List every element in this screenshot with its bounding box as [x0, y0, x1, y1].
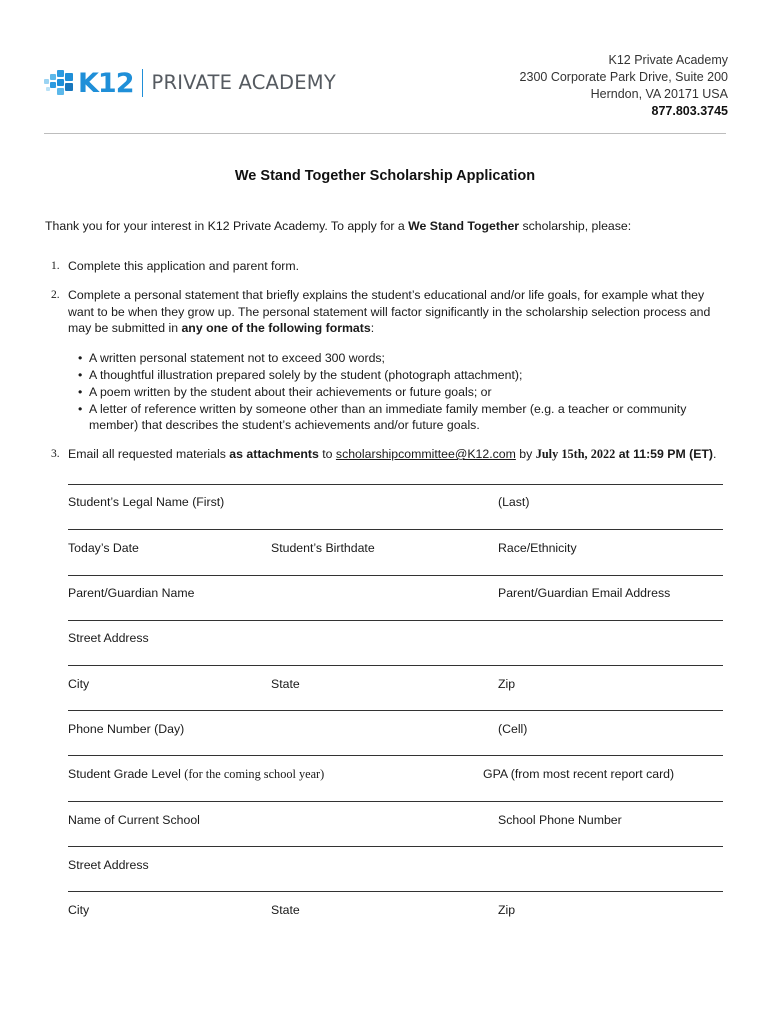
step-3 [46, 446, 726, 463]
k12-logo [44, 66, 336, 100]
logo-subtitle: PRIVATE ACADEMY [151, 71, 336, 95]
intro-before: Thank you for your interest in K12 Private Academy. To apply for a [45, 219, 409, 233]
phone-day-label: Phone Number (Day) [68, 722, 185, 736]
step-text: Email all requested materials [68, 447, 230, 462]
list-item: • A written personal statement not to exceed 300 words; [78, 350, 726, 367]
list-item: • A thoughtful illustration prepared solely by the student (photograph attachment); [78, 367, 726, 384]
race-label: Race/Ethnicity [498, 541, 577, 555]
deadline-date: July 15th, 2022 [535, 447, 616, 462]
instructions-list [46, 258, 726, 463]
school-street-field-line[interactable] [68, 846, 723, 847]
phone-cell-label: (Cell) [498, 722, 528, 736]
step-2 [46, 287, 726, 434]
list-item: • A poem written by the student about their achievements or future goals; or [78, 384, 726, 401]
step-text: to [318, 447, 336, 462]
school-city-field-line[interactable] [68, 891, 723, 892]
format-options [78, 350, 726, 434]
step-number: 1. [51, 260, 60, 272]
intro-bold: We Stand Together [408, 219, 520, 233]
step-bold: as attachments [229, 447, 319, 462]
step-1 [46, 258, 726, 275]
step-text: by [515, 447, 536, 462]
step-number: 3. [51, 448, 60, 461]
logo-mosaic-icon [44, 70, 74, 96]
guardian-email-label: Parent/Guardian Email Address [498, 586, 671, 600]
school-state-label: State [271, 903, 300, 917]
intro-after: scholarship, please: [519, 219, 632, 233]
deadline-time: at 11:59 PM (ET) [615, 447, 714, 462]
school-phone-label: School Phone Number [498, 813, 622, 827]
street-field-line[interactable] [68, 620, 723, 621]
grade-level-text: Student Grade Level [68, 767, 181, 781]
guardian-field-line[interactable] [68, 575, 723, 576]
school-city-label: City [68, 903, 90, 917]
step-tail: : [370, 321, 375, 336]
list-item: • A letter of reference written by someone other than an immediate family member (e.g. a teacher or community member) that describes the student’s achievements and/or future goals. [78, 401, 726, 435]
address-line: K12 Private Academy [608, 53, 728, 67]
logo-brand: K12 [78, 67, 134, 99]
grade-note: (for the coming school year) [184, 767, 325, 781]
logo-divider [142, 69, 143, 97]
birthdate-label: Student’s Birthdate [271, 541, 375, 555]
zip-label: Zip [498, 677, 516, 691]
school-zip-label: Zip [498, 903, 516, 917]
school-name-label: Name of Current School [68, 813, 200, 827]
address-line: 2300 Corporate Park Drive, Suite 200 [519, 70, 728, 84]
school-street-label: Street Address [68, 858, 149, 872]
name-field-line[interactable] [68, 484, 723, 485]
state-label: State [271, 677, 300, 691]
todays-date-label: Today’s Date [68, 541, 139, 555]
last-name-label: (Last) [498, 495, 530, 509]
step-text: Complete a personal statement that briefly explains the student’s educational and/or life goals, for example what they want to be when they grow up. The personal statement will factor significantly in the scholarship selection process and may be submitted in [68, 287, 711, 336]
city-field-line[interactable] [68, 665, 723, 666]
phone-field-line[interactable] [68, 710, 723, 711]
header-divider [44, 133, 726, 134]
page-title: We Stand Together Scholarship Application [234, 168, 536, 184]
address-line: Herndon, VA 20171 USA [590, 87, 728, 101]
date-field-line[interactable] [68, 529, 723, 530]
first-name-label: Student’s Legal Name (First) [68, 495, 225, 509]
grade-level-label [68, 767, 324, 782]
school-address [520, 52, 728, 120]
gpa-label: GPA (from most recent report card) [483, 767, 675, 781]
school-field-line[interactable] [68, 801, 723, 802]
guardian-name-label: Parent/Guardian Name [68, 586, 195, 600]
scholarship-email-link[interactable]: scholarshipcommittee@K12.com [335, 447, 516, 462]
grade-field-line[interactable] [68, 755, 723, 756]
phone-number: 877.803.3745 [651, 104, 728, 118]
step-bold: any one of the following formats [181, 321, 371, 336]
step-number: 2. [51, 288, 60, 301]
step-text: . [713, 447, 717, 462]
street-address-label: Street Address [68, 631, 149, 645]
intro-text [45, 219, 631, 233]
city-label: City [68, 677, 90, 691]
step-text: Complete this application and parent form. [68, 259, 300, 273]
